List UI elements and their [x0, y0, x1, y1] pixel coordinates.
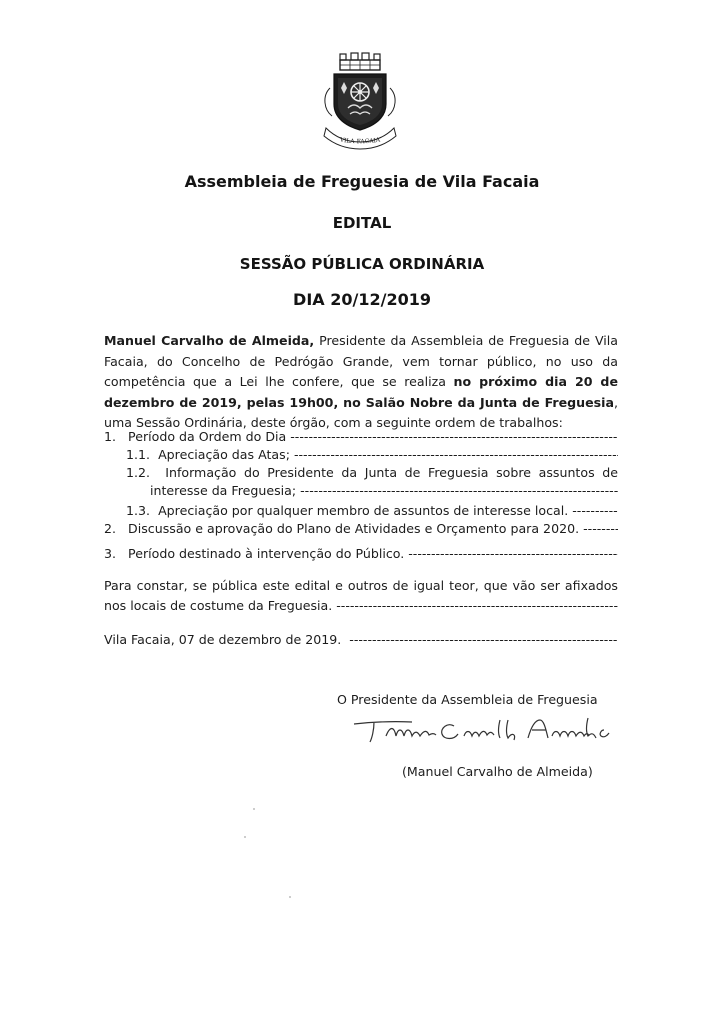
author-name: Manuel Carvalho de Almeida, [104, 333, 315, 348]
agenda-item-2: 2. Discussão e aprovação do Plano de Atividades e Orçamento para 2020. ----- [104, 520, 618, 538]
intro-bold-date: no próximo dia 20 de dezembro de 2019, pelas 19h00, no Salão Nobre da Junta de Freguesia [104, 374, 618, 410]
agenda-item-1-1: 1.1. Apreciação das Atas; ----- [126, 446, 618, 464]
closing-line-1: Para constar, se pública este edital e outros de igual teor, que vão ser afixados [104, 578, 618, 593]
scan-speck [253, 808, 255, 810]
crest-banner-text: VILA FACAIA [339, 136, 381, 146]
intro-text-1: Presidente da Assembleia de Freguesia de Vila Facaia, do Concelho de Pedrógão Grande, vem tornar público, no uso da competência que a Lei lhe confere, que se realiza [104, 333, 619, 389]
agenda-item-1-2: 1.2. Informação do Presidente da Junta de Freguesia sobre assuntos de [126, 465, 618, 480]
organization-title: Assembleia de Freguesia de Vila Facaia [184, 172, 540, 191]
place-date: Vila Facaia, 07 de dezembro de 2019. ----- [104, 631, 618, 649]
session-title: SESSÃO PÚBLICA ORDINÁRIA [239, 255, 485, 273]
agenda-item-1-3: 1.3. Apreciação por qualquer membro de assuntos de interesse local. ----- [126, 502, 618, 520]
agenda-item-1: 1. Período da Ordem do Dia ----- [104, 428, 618, 446]
document-type: EDITAL [332, 214, 392, 232]
coat-of-arms-icon [318, 52, 402, 150]
handwritten-signature [352, 714, 652, 748]
agenda-item-1-2-cont: interesse da Freguesia; ----- [150, 482, 618, 500]
scan-speck [289, 896, 291, 898]
signatory-name: (Manuel Carvalho de Almeida) [402, 764, 593, 779]
intro-paragraph [104, 331, 618, 434]
session-date-heading: DIA 20/12/2019 [293, 290, 431, 309]
closing-line-2: nos locais de costume da Freguesia. ----- [104, 597, 618, 615]
agenda-item-3: 3. Período destinado à intervenção do Público. ----- [104, 545, 618, 563]
signature-title: O Presidente da Assembleia de Freguesia [337, 692, 598, 707]
scan-speck [244, 836, 246, 838]
intro-text-2: , uma Sessão Ordinária, deste órgão, com a seguinte ordem de trabalhos: [104, 394, 618, 430]
